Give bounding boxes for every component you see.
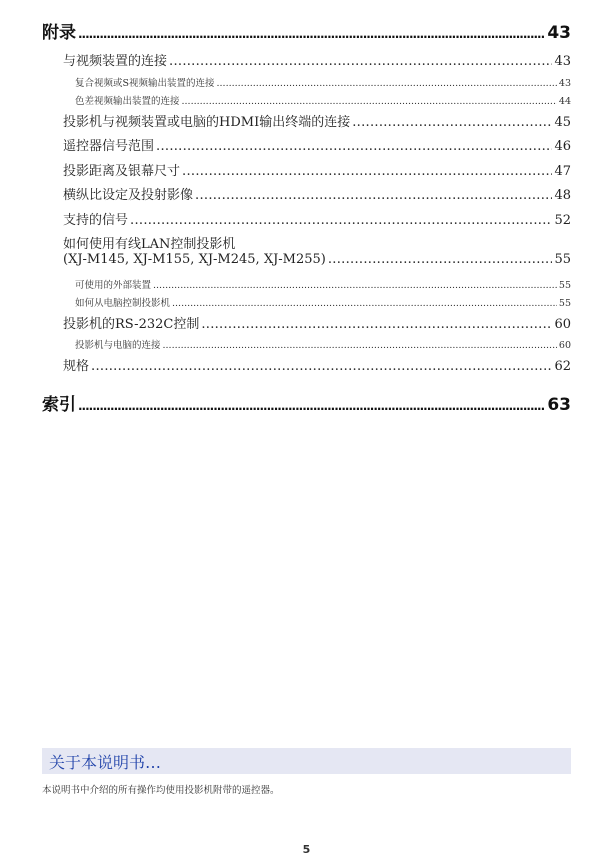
dot-leader <box>91 359 552 374</box>
table-of-contents <box>42 18 571 416</box>
toc-title: 复合视频或S视频输出装置的连接 <box>75 77 215 89</box>
dot-leader <box>328 252 553 267</box>
toc-entry-hdmi[interactable] <box>42 111 571 136</box>
dot-leader <box>156 139 552 154</box>
toc-title: 投影机与电脑的连接 <box>75 340 161 351</box>
about-manual-heading: 关于本说明书… <box>49 752 162 772</box>
toc-entry-lan[interactable] <box>42 252 571 277</box>
toc-page: 46 <box>554 139 571 154</box>
toc-page: 60 <box>554 316 571 332</box>
toc-entry-composite-svideo[interactable] <box>42 75 571 93</box>
toc-title: 遥控器信号范围 <box>63 139 155 154</box>
toc-entry-distance[interactable] <box>42 160 571 185</box>
page-number: 5 <box>302 843 311 856</box>
dot-leader <box>182 96 557 107</box>
dot-leader <box>130 213 552 228</box>
toc-entry-rs232[interactable] <box>42 313 571 338</box>
toc-entry-remote-range[interactable] <box>42 135 571 160</box>
toc-page: 45 <box>554 114 571 130</box>
toc-page: 60 <box>558 340 571 351</box>
toc-title: 可使用的外部装置 <box>75 279 152 291</box>
dot-leader <box>201 317 552 332</box>
dot-leader <box>352 115 552 130</box>
dot-leader <box>78 27 545 41</box>
toc-entry-signals[interactable] <box>42 209 571 234</box>
toc-page: 43 <box>547 23 571 43</box>
toc-title: 投影机与视频装置或电脑的HDMI输出终端的连接 <box>63 114 351 130</box>
toc-page: 62 <box>554 359 571 374</box>
dot-leader <box>217 78 557 89</box>
toc-page: 55 <box>554 252 571 267</box>
toc-title: 附录 <box>42 23 76 43</box>
toc-entry-aspect[interactable] <box>42 184 571 209</box>
toc-page: 47 <box>554 163 571 179</box>
toc-page: 48 <box>554 188 571 203</box>
dot-leader <box>169 54 552 69</box>
dot-leader <box>182 164 552 179</box>
toc-title: 投影距离及银幕尺寸 <box>63 163 181 179</box>
dot-leader <box>78 399 545 413</box>
toc-entry-external[interactable] <box>42 277 571 295</box>
toc-title: 支持的信号 <box>63 212 129 228</box>
toc-page: 63 <box>547 394 571 415</box>
about-manual-heading-bar <box>42 748 571 774</box>
toc-title: 如何使用有线LAN控制投影机 <box>63 237 236 252</box>
toc-page: 43 <box>554 54 571 69</box>
toc-title: 横纵比设定及投射影像 <box>63 188 194 203</box>
toc-entry-index[interactable] <box>42 390 571 416</box>
toc-page: 43 <box>558 77 571 89</box>
toc-title: (XJ-M145, XJ-M155, XJ-M245, XJ-M255) <box>63 252 326 267</box>
dot-leader <box>172 298 557 309</box>
toc-entry-pc-control[interactable] <box>42 295 571 313</box>
toc-title: 与视频装置的连接 <box>63 54 168 69</box>
toc-entry-appendix[interactable] <box>42 18 571 44</box>
dot-leader <box>195 188 552 203</box>
toc-entry-pc-connect[interactable] <box>42 337 571 355</box>
toc-title: 投影机的RS-232C控制 <box>63 316 200 332</box>
toc-title: 色差视频输出装置的连接 <box>75 95 180 107</box>
toc-entry-lan-line1[interactable] <box>42 233 571 252</box>
toc-entry-component[interactable] <box>42 93 571 111</box>
toc-title: 规格 <box>63 359 90 374</box>
dot-leader <box>153 280 557 291</box>
toc-page: 44 <box>558 95 571 107</box>
toc-entry-specs[interactable] <box>42 355 571 380</box>
toc-page: 55 <box>558 279 571 291</box>
toc-entry-video-connect[interactable] <box>42 50 571 75</box>
toc-title: 索引 <box>42 394 76 415</box>
toc-page: 55 <box>558 297 571 309</box>
dot-leader <box>163 340 557 351</box>
toc-title: 如何从电脑控制投影机 <box>75 297 171 309</box>
about-manual-text: 本说明书中介绍的所有操作均使用投影机附带的遥控器。 <box>42 785 280 796</box>
toc-page: 52 <box>554 212 571 228</box>
